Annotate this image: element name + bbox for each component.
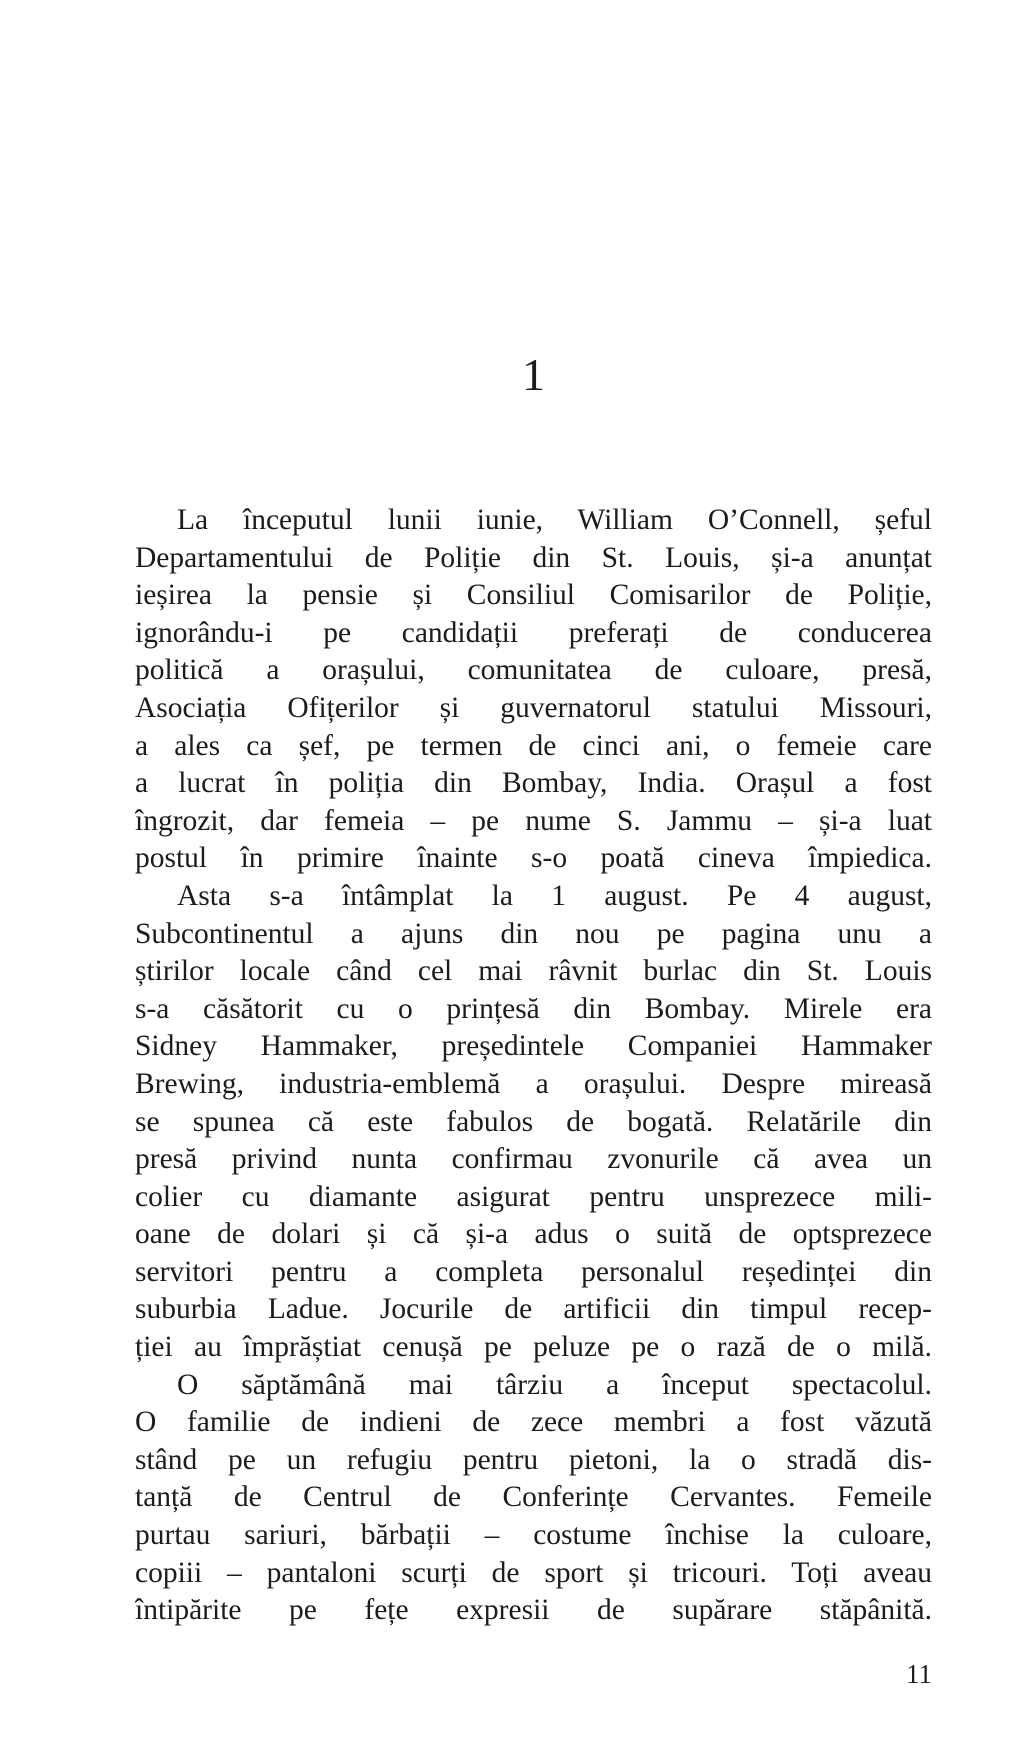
text-line: colier cu diamante asigurat pentru unsprezece mili- (135, 1180, 932, 1213)
text-line: ieșirea la pensie și Consiliul Comisarilor de Poliție, (135, 579, 932, 612)
text-line: oane de dolari și că și-a adus o suită de optsprezece (135, 1218, 932, 1251)
paragraph (135, 502, 932, 878)
paragraph (135, 878, 932, 1367)
text-line: postul în primire înainte s-o poată cineva împiedica. (135, 842, 932, 875)
text-line: O săptămână mai târziu a început spectacolul. (177, 1368, 932, 1401)
text-line: stând pe un refugiu pentru pietoni, la o stradă dis- (135, 1443, 932, 1476)
text-line: La începutul lunii iunie, William O’Connell, șeful (177, 504, 932, 536)
text-line: purtau sariuri, bărbații – costume închise la culoare, (135, 1519, 932, 1552)
text-line: întipărite pe fețe expresii de supărare stăpânită. (135, 1594, 932, 1627)
text-line: a lucrat în poliția din Bombay, India. Orașul a fost (135, 767, 932, 800)
text-line: tanță de Centrul de Conferințe Cervantes. Femeile (135, 1481, 932, 1514)
text-line: a ales ca șef, pe termen de cinci ani, o femeie care (135, 729, 932, 762)
text-line: presă privind nunta confirmau zvonurile că avea un (135, 1143, 932, 1176)
text-line: politică a orașului, comunitatea de culoare, presă, (135, 654, 932, 687)
text-line: Brewing, industria-emblemă a orașului. Despre mireasă (135, 1067, 932, 1100)
page-number: 11 (906, 1659, 932, 1689)
text-line: ignorându-i pe candidații preferați de conducerea (135, 616, 932, 649)
paragraph (135, 1367, 932, 1630)
chapter-number: 1 (522, 349, 545, 400)
text-line: Asociația Ofițerilor și guvernatorul statului Missouri, (135, 691, 932, 724)
text-line: suburbia Ladue. Jocurile de artificii din timpul recep- (135, 1293, 932, 1326)
text-line: O familie de indieni de zece membri a fost văzută (135, 1406, 932, 1439)
text-line: servitori pentru a completa personalul reședinței din (135, 1255, 932, 1288)
text-line: îngrozit, dar femeia – pe nume S. Jammu – și-a luat (135, 804, 932, 837)
text-line: ției au împrăștiat cenușă pe peluze pe o rază de o milă. (135, 1331, 932, 1364)
text-line: Asta s-a întâmplat la 1 august. Pe 4 august, (177, 879, 932, 912)
text-line: știrilor locale când cel mai râvnit burlac din St. Louis (135, 955, 932, 988)
text-line: Departamentului de Poliție din St. Louis, și-a anunțat (135, 541, 932, 574)
text-line: Subcontinentul a ajuns din nou pe pagina unu a (135, 917, 932, 950)
text-line: se spunea că este fabulos de bogată. Relatările din (135, 1105, 932, 1138)
text-line: Sidney Hammaker, președintele Companiei Hammaker (135, 1030, 932, 1063)
body-text (135, 502, 932, 1630)
text-line: copiii – pantaloni scurți de sport și tricouri. Toți aveau (135, 1556, 932, 1589)
text-line: s-a căsătorit cu o prințesă din Bombay. Mirele era (135, 992, 932, 1025)
